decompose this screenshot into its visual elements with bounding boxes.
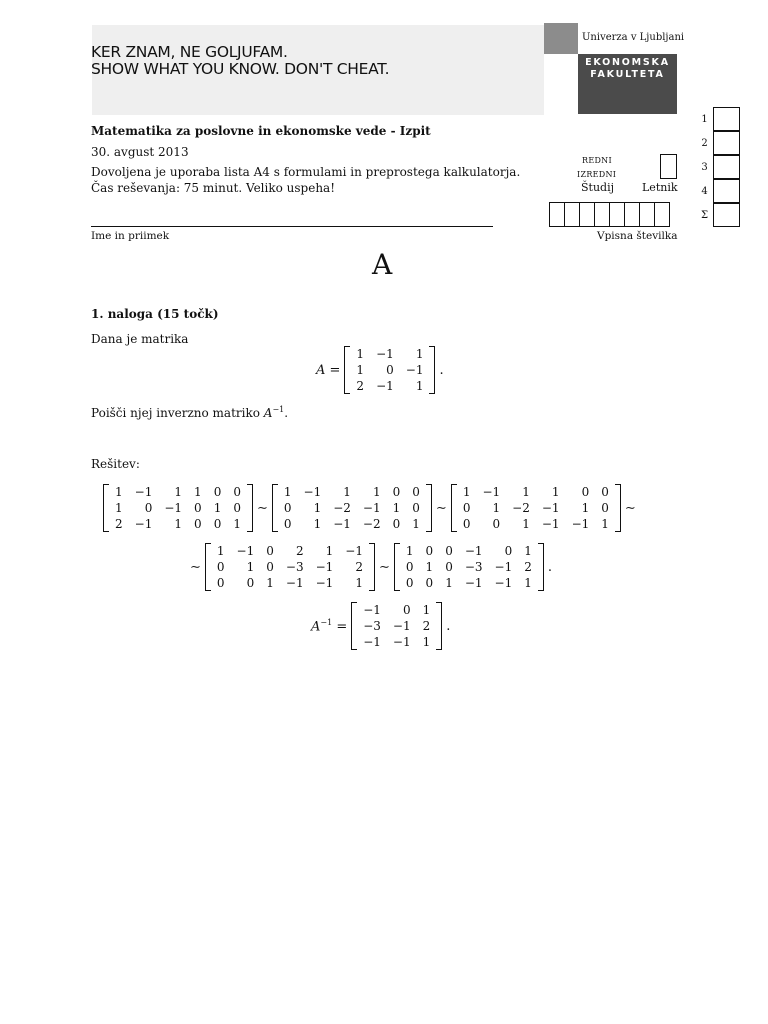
matrix-entry: 0 — [213, 485, 222, 499]
matrix-entry: 0 — [492, 517, 501, 531]
matrix-body — [457, 484, 615, 532]
matrix-entry: 1 — [522, 485, 530, 499]
matrix-entry: 0 — [246, 576, 255, 590]
matrix-entry: −1 — [285, 576, 304, 590]
period: . — [439, 362, 444, 378]
right-bracket — [369, 543, 375, 591]
matrix-body — [278, 484, 426, 532]
matrix-entry: 1 — [405, 544, 414, 558]
student-id-digit-box[interactable] — [564, 202, 580, 227]
matrix-entry: −1 — [376, 347, 394, 361]
matrix-entry: 0 — [402, 603, 411, 617]
matrix-entry: 0 — [283, 517, 292, 531]
matrix-entry: 1 — [415, 379, 424, 393]
solution-row-2 — [190, 543, 552, 591]
score-row — [696, 155, 740, 179]
matrix-entry: 0 — [386, 363, 394, 377]
augmented-matrix-step-3 — [451, 484, 621, 532]
matrix-entry: 1 — [115, 501, 123, 515]
matrix-entry: −3 — [285, 560, 304, 574]
matrix-entry: 2 — [422, 619, 431, 633]
inverse-matrix — [351, 602, 442, 650]
studij-label: Študij — [581, 181, 615, 194]
matrix-entry: 1 — [524, 544, 532, 558]
right-bracket — [538, 543, 544, 591]
matrix-entry: 1 — [524, 576, 532, 590]
matrix-entry: 0 — [462, 517, 471, 531]
matrix-entry: −1 — [464, 576, 483, 590]
matrix-entry: 0 — [405, 576, 414, 590]
augmented-matrix-step-1 — [103, 484, 253, 532]
solution-label: Rešitev: — [91, 457, 140, 471]
matrix-entry: 0 — [412, 501, 420, 515]
matrix-entry: −1 — [392, 619, 411, 633]
matrix-body — [211, 543, 369, 591]
logo-square — [544, 23, 578, 54]
matrix-entry: −1 — [236, 544, 255, 558]
score-box[interactable] — [713, 155, 740, 179]
score-box[interactable] — [713, 107, 740, 131]
matrix-entry: 1 — [492, 501, 501, 515]
score-table — [696, 107, 740, 227]
question-sup: −1 — [272, 405, 285, 414]
exam-variant: A — [372, 248, 393, 281]
matrix-entry: 1 — [313, 501, 322, 515]
matrix-entry: 0 — [194, 501, 202, 515]
tilde: ∼ — [256, 500, 268, 516]
matrix-entry: 1 — [115, 485, 123, 499]
matrix-a — [344, 346, 435, 394]
matrix-entry: −1 — [333, 517, 351, 531]
matrix-entry: 2 — [115, 517, 123, 531]
matrix-entry: 0 — [266, 560, 274, 574]
matrix-entry: 0 — [233, 485, 241, 499]
slogan-line-2: SHOW WHAT YOU KNOW. DON'T CHEAT. — [91, 60, 390, 78]
exam-date: 30. avgust 2013 — [91, 145, 189, 159]
student-id-digit-box[interactable] — [579, 202, 595, 227]
matrix-a-label: A = — [316, 362, 341, 378]
matrix-entry: 0 — [144, 501, 153, 515]
matrix-entry: 1 — [422, 603, 431, 617]
matrix-entry: 1 — [174, 485, 183, 499]
matrix-entry: 0 — [504, 544, 513, 558]
matrix-entry: 1 — [581, 501, 590, 515]
inverse-symbol: A — [311, 619, 321, 635]
matrix-entry: 1 — [233, 517, 241, 531]
matrix-entry: 1 — [283, 485, 292, 499]
letnik-label: Letnik — [642, 181, 678, 194]
matrix-entry: 0 — [425, 544, 434, 558]
faculty-line-1: EKONOMSKA — [585, 57, 670, 68]
matrix-entry: −1 — [392, 635, 411, 649]
inverse-sup: −1 — [320, 617, 333, 627]
matrix-entry: 0 — [213, 517, 222, 531]
matrix-entry: −1 — [376, 379, 394, 393]
matrix-entry: −1 — [363, 603, 381, 617]
matrix-entry: 2 — [356, 379, 365, 393]
matrix-entry: 1 — [266, 576, 274, 590]
matrix-entry: 0 — [233, 501, 241, 515]
exam-note-2: Čas reševanja: 75 minut. Veliko uspeha! — [91, 181, 336, 195]
name-line[interactable] — [91, 226, 493, 227]
matrix-entry: 0 — [462, 501, 471, 515]
score-row — [696, 131, 740, 155]
tilde: ∼ — [435, 500, 447, 516]
matrix-entry: 0 — [445, 544, 453, 558]
matrix-entry: 1 — [601, 517, 609, 531]
matrix-entry: 0 — [194, 517, 202, 531]
matrix-entry: 2 — [524, 560, 532, 574]
matrix-entry: 2 — [295, 544, 304, 558]
score-box[interactable] — [713, 131, 740, 155]
student-id-digit-box[interactable] — [639, 202, 655, 227]
matrix-entry: 1 — [415, 347, 424, 361]
redni-label: REDNI — [582, 156, 612, 165]
matrix-entry: −3 — [363, 619, 381, 633]
izredni-label: IZREDNI — [577, 170, 617, 179]
matrix-entry: 1 — [213, 501, 222, 515]
matrix-body — [400, 543, 538, 591]
right-bracket — [426, 484, 432, 532]
right-bracket — [247, 484, 253, 532]
matrix-entry: 1 — [356, 347, 365, 361]
right-bracket — [436, 602, 442, 650]
score-box[interactable] — [713, 179, 740, 203]
matrix-entry: −2 — [512, 501, 530, 515]
matrix-entry: −1 — [303, 485, 322, 499]
inverse-label: $A^{-1}$ = — [311, 617, 348, 635]
matrix-body — [109, 484, 247, 532]
augmented-matrix-step-2 — [272, 484, 432, 532]
matrix-entry: 1 — [194, 485, 202, 499]
matrix-entry: 1 — [422, 635, 431, 649]
matrix-entry: −1 — [362, 501, 381, 515]
matrix-entry: −1 — [541, 501, 560, 515]
score-label: 1 — [701, 113, 708, 125]
matrix-entry: −1 — [494, 576, 513, 590]
matrix-entry: 1 — [551, 485, 560, 499]
matrix-entry: 0 — [283, 501, 292, 515]
right-bracket — [615, 484, 621, 532]
matrix-entry: 1 — [412, 517, 420, 531]
right-bracket — [429, 346, 435, 394]
student-id-digit-box[interactable] — [654, 202, 670, 227]
matrix-entry: −1 — [363, 635, 381, 649]
student-id-digit-box[interactable] — [609, 202, 625, 227]
matrix-entry: 1 — [372, 485, 381, 499]
matrix-entry: 1 — [355, 576, 363, 590]
student-id-digit-box[interactable] — [594, 202, 610, 227]
matrix-entry: 0 — [581, 485, 590, 499]
score-label: Σ — [700, 209, 709, 221]
matrix-entry: −1 — [134, 517, 153, 531]
matrix-entry: 0 — [412, 485, 420, 499]
matrix-entry: 0 — [405, 560, 414, 574]
name-label: Ime in priimek — [91, 230, 170, 242]
score-label: 2 — [701, 137, 708, 149]
matrix-entry: −1 — [315, 576, 334, 590]
exam-note-1: Dovoljena je uporaba lista A4 s formulami in preprostega kalkulatorja. — [91, 165, 521, 179]
study-year-box[interactable] — [660, 154, 677, 179]
score-row — [696, 179, 740, 203]
matrix-entry: 1 — [522, 517, 530, 531]
matrix-entry: 2 — [355, 560, 363, 574]
period: . — [446, 618, 451, 634]
matrix-entry: 1 — [356, 363, 365, 377]
matrix-entry: −2 — [362, 517, 381, 531]
matrix-entry: −1 — [134, 485, 153, 499]
matrix-entry: −1 — [541, 517, 560, 531]
matrix-entry: −1 — [464, 544, 483, 558]
matrix-entry: 0 — [216, 560, 225, 574]
slogan-line-1: KER ZNAM, NE GOLJUFAM. — [91, 43, 288, 61]
matrix-entry: 1 — [462, 485, 471, 499]
score-row — [696, 203, 740, 227]
matrix-entry: −1 — [405, 363, 424, 377]
matrix-body — [357, 602, 436, 650]
matrix-entry: 0 — [601, 501, 609, 515]
question-text: Poišči njej inverzno matriko — [91, 406, 260, 420]
matrix-entry: 1 — [392, 501, 401, 515]
matrix-entry: 0 — [601, 485, 609, 499]
matrix-entry: −3 — [464, 560, 483, 574]
matrix-entry: 1 — [246, 560, 255, 574]
slogan-text — [91, 44, 389, 78]
tilde: ∼ — [190, 559, 201, 575]
matrix-entry: 1 — [174, 517, 183, 531]
matrix-entry: −1 — [164, 501, 183, 515]
matrix-entry: 0 — [425, 576, 434, 590]
matrix-body — [350, 346, 429, 394]
augmented-matrix-step-4 — [205, 543, 375, 591]
score-label: 3 — [701, 161, 708, 173]
matrix-entry: 1 — [325, 544, 334, 558]
matrix-entry: −1 — [482, 485, 501, 499]
university-name: Univerza v Ljubljani — [582, 32, 685, 43]
tilde: ∼ — [624, 500, 636, 516]
augmented-matrix-step-5 — [394, 543, 544, 591]
question-symbol: A — [263, 406, 273, 420]
student-id-boxes[interactable] — [549, 202, 670, 227]
score-row — [696, 107, 740, 131]
question-period: . — [284, 406, 289, 420]
student-id-label: Vpisna številka — [597, 230, 678, 242]
matrix-entry: 1 — [343, 485, 351, 499]
task-heading: 1. naloga (15 točk) — [91, 307, 219, 321]
period: . — [547, 559, 553, 575]
matrix-entry: −1 — [571, 517, 590, 531]
matrix-entry: 1 — [313, 517, 322, 531]
task-intro: Dana je matrika — [91, 332, 189, 346]
matrix-entry: −1 — [315, 560, 334, 574]
tilde: ∼ — [379, 559, 390, 575]
matrix-entry: 0 — [266, 544, 274, 558]
task-question — [91, 405, 288, 420]
score-box[interactable] — [713, 203, 740, 227]
matrix-entry: 1 — [216, 544, 225, 558]
matrix-entry: −1 — [494, 560, 513, 574]
matrix-entry: −2 — [333, 501, 351, 515]
faculty-line-2: FAKULTETA — [590, 69, 665, 80]
faculty-logo — [578, 54, 677, 114]
matrix-a-display — [316, 346, 444, 394]
matrix-entry: 0 — [392, 485, 401, 499]
student-id-digit-box[interactable] — [549, 202, 565, 227]
solution-row-1 — [103, 484, 640, 532]
matrix-entry: 1 — [445, 576, 453, 590]
matrix-entry: −1 — [345, 544, 363, 558]
matrix-entry: 0 — [445, 560, 453, 574]
matrix-entry: 0 — [216, 576, 225, 590]
score-label: 4 — [701, 185, 708, 197]
inverse-result — [311, 602, 450, 650]
matrix-entry: 0 — [392, 517, 401, 531]
exam-title: Matematika za poslovne in ekonomske vede - Izpit — [91, 124, 431, 138]
matrix-entry: 1 — [425, 560, 434, 574]
student-id-digit-box[interactable] — [624, 202, 640, 227]
